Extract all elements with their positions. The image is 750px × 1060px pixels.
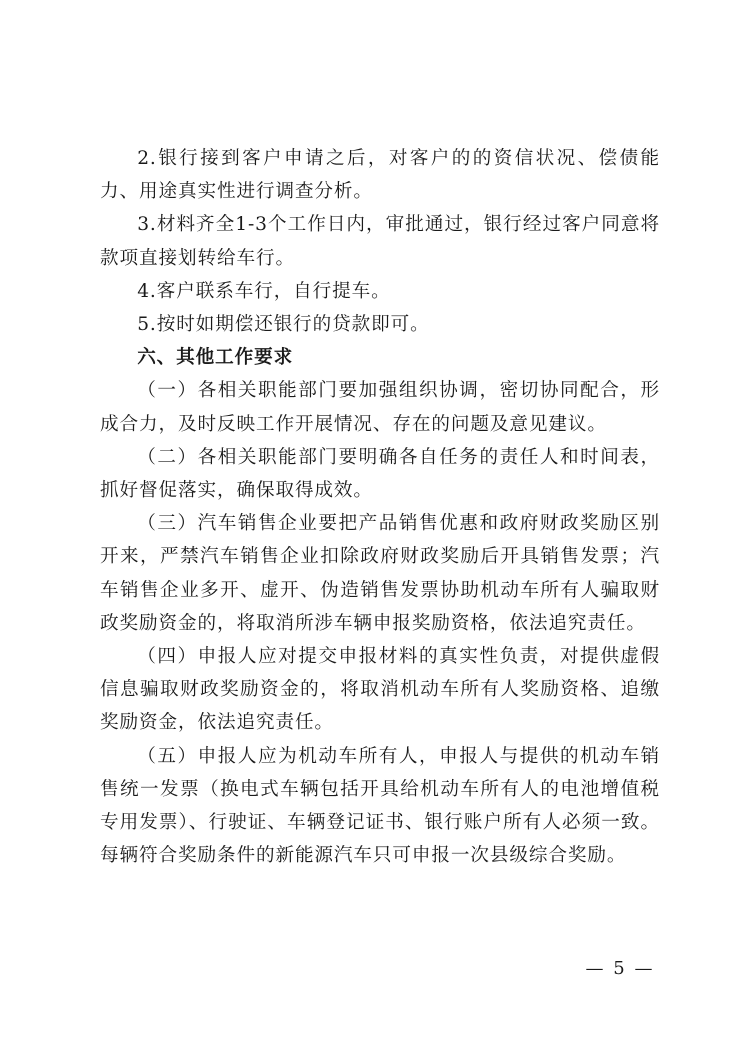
section-heading-other-requirements: 六、其他工作要求 [137,347,294,369]
paragraph-requirement-1: （一）各相关职能部门要加强组织协调，密切协同配合，形成合力，及时反映工作开展情况、存在的问题及意见建议。 [100,380,660,435]
document-body [100,142,660,872]
paragraph-step-5: 5.按时如期偿还银行的贷款即可。 [137,314,430,336]
paragraph-requirement-5: （五）申报人应为机动车所有人，申报人与提供的机动车销售统一发票（换电式车辆包括开具给机动车所有人的电池增值税专用发票）、行驶证、车辆登记证书、银行账户所有人必须一致。每辆符合奖励条件的新能源汽车只可申报一次县级综合奖励。 [100,745,660,867]
paragraph-requirement-4: （四）申报人应对提交申报材料的真实性负责，对提供虚假信息骗取财政奖励资金的，将取消机动车所有人奖励资格、追缴奖励资金，依法追究责任。 [100,646,660,734]
paragraph-step-2: 2.银行接到客户申请之后，对客户的的资信状况、偿债能力、用途真实性进行调查分析。 [100,148,660,203]
paragraph-step-4: 4.客户联系车行，自行提车。 [137,280,391,302]
paragraph-requirement-3: （三）汽车销售企业要把产品销售优惠和政府财政奖励区别开来，严禁汽车销售企业扣除政府财政奖励后开具销售发票；汽车销售企业多开、虚开、伪造销售发票协助机动车所有人骗取财政奖励资金的，将取消所涉车辆申报奖励资格，依法追究责任。 [100,513,660,634]
paragraph-step-3: 3.材料齐全1-3个工作日内，审批通过，银行经过客户同意将款项直接划转给车行。 [100,214,660,269]
paragraph-requirement-2: （二）各相关职能部门要明确各自任务的责任人和时间表，抓好督促落实，确保取得成效。 [100,446,660,502]
page-number: — 5 — [585,958,655,979]
